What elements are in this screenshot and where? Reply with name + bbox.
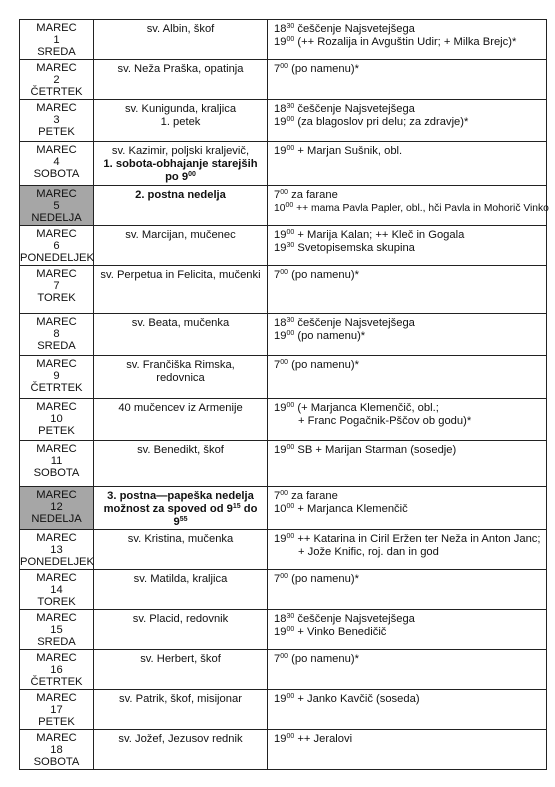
day-number: 2 xyxy=(53,74,60,86)
mass-intentions-cell xyxy=(268,440,547,486)
time-minutes: 00 xyxy=(286,693,295,701)
mass-intentions-cell xyxy=(268,313,547,355)
intention-text: (po namenu)* xyxy=(288,653,359,666)
mass-line xyxy=(274,145,542,158)
time-hour: 18 xyxy=(274,103,287,115)
intention-text: + Marija Kalan; ++ Kleč in Gogala xyxy=(294,228,465,241)
mass-line xyxy=(274,444,542,457)
saint-cell xyxy=(94,100,268,142)
day-cell xyxy=(20,690,94,730)
weekday-label: ČETRTEK xyxy=(30,381,83,394)
time-hour: 19 xyxy=(274,241,287,254)
weekday-label: SOBOTA xyxy=(33,756,80,769)
mass-intentions-cell xyxy=(268,650,547,690)
intention-text: (po namenu)* xyxy=(294,329,366,342)
saint-line xyxy=(98,145,263,158)
saint-cell xyxy=(94,730,268,770)
time-hour: 19 xyxy=(274,693,287,706)
saint-cell xyxy=(94,690,268,730)
weekday-label: PETEK xyxy=(38,716,75,729)
mass-intentions-cell xyxy=(268,398,547,440)
time-hour: 18 xyxy=(274,613,287,626)
mass-intentions-cell xyxy=(268,690,547,730)
saint-text: sv. Perpetua in Felicita, mučenki xyxy=(100,268,261,281)
day-number: 5 xyxy=(53,199,60,212)
time-hour: 10 xyxy=(274,502,287,515)
day-cell xyxy=(20,610,94,650)
intention-text: češčenje Najsvetejšega xyxy=(294,316,415,329)
schedule-body xyxy=(20,20,547,770)
intention-text: ++ mama Pavla Papler, obl., hči Pavla in Mohorič Vinko xyxy=(293,202,549,214)
mass-intentions-cell xyxy=(268,570,547,610)
mass-line xyxy=(274,573,542,586)
mass-intentions-cell xyxy=(268,225,547,265)
saint-text: sv. Herbert, škof xyxy=(140,653,221,666)
saint-text: sv. Jožef, Jezusov rednik xyxy=(118,733,243,746)
saint-cell xyxy=(94,440,268,486)
day-cell xyxy=(20,225,94,265)
saint-cell xyxy=(94,313,268,355)
schedule-row xyxy=(20,60,547,100)
mass-line xyxy=(274,201,549,215)
time-minutes: 00 xyxy=(286,502,295,510)
day-number: 7 xyxy=(53,279,60,292)
saint-cell xyxy=(94,610,268,650)
mass-line xyxy=(274,103,542,116)
mass-intentions-cell xyxy=(268,530,547,570)
time-minutes: 00 xyxy=(286,626,295,634)
schedule-row xyxy=(20,530,547,570)
saint-line xyxy=(98,269,263,282)
intention-text: (++ Rozalija in Avguštin Udir; + Milka Brejc)* xyxy=(294,36,517,49)
intention-text: češčenje Najsvetejšega xyxy=(294,23,415,35)
time-hour: 19 xyxy=(274,145,287,157)
day-number: 18 xyxy=(50,744,63,757)
mass-line xyxy=(274,23,542,36)
time-hour: 19 xyxy=(274,733,287,746)
saint-cell xyxy=(94,185,268,225)
time-hour: 18 xyxy=(274,23,287,35)
saint-text: sv. Patrik, škof, misijonar xyxy=(119,693,242,706)
mass-line xyxy=(274,36,542,49)
mass-line xyxy=(274,189,542,202)
weekday-label: NEDELJA xyxy=(31,211,82,224)
time-minutes: 30 xyxy=(286,23,295,30)
time-minutes: 00 xyxy=(280,188,289,196)
month-label: MAREC xyxy=(36,488,77,501)
saint-text: sv. Benedikt, škof xyxy=(137,443,224,456)
day-number: 10 xyxy=(50,412,63,425)
day-number: 17 xyxy=(50,704,63,717)
time-hour: 10 xyxy=(274,202,286,214)
mass-line xyxy=(274,359,542,372)
saint-line xyxy=(98,229,263,242)
weekday-label: SREDA xyxy=(37,339,76,352)
day-number: 15 xyxy=(50,624,63,637)
day-cell xyxy=(20,730,94,770)
weekday-label: SREDA xyxy=(37,46,76,58)
month-label: MAREC xyxy=(36,732,77,745)
saint-line xyxy=(98,372,263,385)
day-number: 3 xyxy=(53,114,60,126)
mass-intentions-cell xyxy=(268,355,547,398)
day-number: 9 xyxy=(53,369,60,382)
time-minutes: 00 xyxy=(286,228,295,236)
month-label: MAREC xyxy=(36,652,77,665)
mass-schedule-table xyxy=(19,19,547,770)
time-hour: 19 xyxy=(274,329,287,342)
day-number: 16 xyxy=(50,664,63,677)
mass-line xyxy=(274,229,542,242)
time-minutes: 00 xyxy=(286,329,295,337)
weekday-label: PETEK xyxy=(38,424,75,437)
day-number: 13 xyxy=(50,544,63,557)
weekday-label: PETEK xyxy=(38,126,75,138)
mass-intentions-cell xyxy=(268,185,547,225)
schedule-row xyxy=(20,185,547,225)
weekday-label: TOREK xyxy=(37,596,76,609)
saint-line xyxy=(98,189,263,202)
mass-intentions-cell xyxy=(268,142,547,186)
mass-line xyxy=(274,533,542,546)
month-label: MAREC xyxy=(36,315,77,328)
time-minutes: 00 xyxy=(286,36,295,44)
weekday-label: TOREK xyxy=(37,291,76,304)
time-hour: 7 xyxy=(274,188,281,201)
schedule-row xyxy=(20,610,547,650)
day-number: 4 xyxy=(53,156,60,168)
mass-intentions-cell xyxy=(268,60,547,100)
time-minutes: 00 xyxy=(286,443,295,451)
saint-text: sv. Beata, mučenka xyxy=(131,316,230,329)
mass-line xyxy=(274,116,542,129)
saint-cell xyxy=(94,570,268,610)
mass-intentions-cell xyxy=(268,610,547,650)
month-label: MAREC xyxy=(36,442,77,455)
schedule-row xyxy=(20,355,547,398)
saint-line xyxy=(98,63,263,76)
saint-text: 1. sobota-obhajanje starejših po 9 xyxy=(103,158,258,184)
saint-cell xyxy=(94,20,268,60)
saint-text: sv. Kristina, mučenka xyxy=(127,533,234,546)
saint-cell xyxy=(94,265,268,313)
intention-text: ++ Jeralovi xyxy=(294,733,353,746)
schedule-row xyxy=(20,650,547,690)
time-hour: 7 xyxy=(274,358,281,371)
intention-text: + Vinko Benedičič xyxy=(294,626,387,639)
time-minutes: 00 xyxy=(280,573,289,581)
time-minutes: 00 xyxy=(286,116,295,124)
time-minutes: 30 xyxy=(286,316,295,324)
day-cell xyxy=(20,100,94,142)
day-cell xyxy=(20,650,94,690)
saint-line xyxy=(98,158,263,184)
intention-text: + Franc Pogačnik-Pščov ob godu)* xyxy=(298,414,472,427)
saint-line xyxy=(98,503,263,529)
mass-line xyxy=(274,63,542,76)
day-number: 1 xyxy=(53,34,60,46)
time-minutes: 30 xyxy=(286,241,295,249)
mass-line xyxy=(274,330,542,343)
time-minutes: 00 xyxy=(280,653,289,661)
saint-line xyxy=(98,317,263,330)
mass-intentions-cell xyxy=(268,265,547,313)
saint-line xyxy=(98,693,263,706)
time-minutes: 00 xyxy=(286,533,295,541)
day-cell xyxy=(20,185,94,225)
saint-line xyxy=(98,23,263,36)
mass-line xyxy=(274,490,542,503)
weekday-label: ČETRTEK xyxy=(30,676,83,689)
month-label: MAREC xyxy=(36,532,77,545)
intention-text: (po namenu)* xyxy=(288,358,359,371)
mass-line xyxy=(274,415,542,428)
saint-text: 3. postna—papeška nedelja xyxy=(107,489,254,502)
day-cell xyxy=(20,530,94,570)
schedule-row xyxy=(20,486,547,530)
time-hour: 19 xyxy=(274,36,287,49)
schedule-row xyxy=(20,142,547,186)
day-cell xyxy=(20,486,94,530)
time-minutes: 55 xyxy=(179,516,188,524)
intention-text: SB + Marijan Starman (sosedje) xyxy=(294,443,457,456)
time-hour: 7 xyxy=(274,573,281,586)
saint-text: 40 mučencev iz Armenije xyxy=(118,401,243,414)
saint-line xyxy=(98,444,263,457)
time-hour: 18 xyxy=(274,316,287,329)
weekday-label: PONEDELJEK xyxy=(20,556,94,569)
saint-text: 2. postna nedelja xyxy=(135,188,226,201)
month-label: MAREC xyxy=(36,187,77,200)
saint-line xyxy=(98,653,263,666)
mass-intentions-cell xyxy=(268,730,547,770)
saint-text: možnost za spoved od 9 xyxy=(103,502,233,515)
time-hour: 7 xyxy=(274,489,281,502)
saint-line xyxy=(98,573,263,586)
day-cell xyxy=(20,313,94,355)
time-minutes: 30 xyxy=(286,103,295,110)
day-number: 11 xyxy=(50,454,63,467)
day-cell xyxy=(20,60,94,100)
time-hour: 19 xyxy=(274,228,287,241)
month-label: MAREC xyxy=(36,267,77,280)
saint-cell xyxy=(94,355,268,398)
saint-line xyxy=(98,613,263,626)
day-cell xyxy=(20,265,94,313)
month-label: MAREC xyxy=(36,62,77,74)
saint-text: sv. Matilda, kraljica xyxy=(133,573,228,586)
weekday-label: SOBOTA xyxy=(33,168,80,180)
intention-text: (po namenu)* xyxy=(288,268,359,281)
saint-cell xyxy=(94,60,268,100)
time-minutes: 00 xyxy=(280,358,289,366)
saint-cell xyxy=(94,650,268,690)
intention-text: (po namenu)* xyxy=(288,573,359,586)
day-number: 6 xyxy=(53,239,60,252)
saint-line xyxy=(98,402,263,415)
saint-cell xyxy=(94,530,268,570)
time-hour: 19 xyxy=(274,533,287,546)
intention-text: Svetopisemska skupina xyxy=(294,241,415,254)
saint-text: sv. Marcijan, mučenec xyxy=(125,228,236,241)
mass-line xyxy=(274,503,542,516)
mass-line xyxy=(274,242,542,255)
month-label: MAREC xyxy=(36,102,77,114)
day-cell xyxy=(20,355,94,398)
saint-cell xyxy=(94,225,268,265)
day-number: 12 xyxy=(50,500,63,513)
intention-text: + Marjan Sušnik, obl. xyxy=(294,145,403,157)
month-label: MAREC xyxy=(36,400,77,413)
intention-text: + Janko Kavčič (soseda) xyxy=(294,693,420,706)
intention-text: ++ Katarina in Ciril Eržen ter Neža in Anton Janc; xyxy=(294,533,541,546)
schedule-row xyxy=(20,313,547,355)
time-hour: 19 xyxy=(274,401,287,414)
time-minutes: 15 xyxy=(232,502,241,510)
time-hour: 7 xyxy=(274,63,281,75)
schedule-row xyxy=(20,398,547,440)
saint-text: 1. petek xyxy=(160,116,201,129)
intention-text: (po namenu)* xyxy=(288,63,359,75)
weekday-label: ČETRTEK xyxy=(30,86,83,98)
intention-text: + Marjanca Klemenčič xyxy=(294,502,408,515)
time-minutes: 00 xyxy=(280,268,289,276)
intention-text: (+ Marjanca Klemenčič, obl.; xyxy=(294,401,439,414)
month-label: MAREC xyxy=(36,227,77,240)
weekday-label: NEDELJA xyxy=(31,512,82,525)
schedule-row xyxy=(20,20,547,60)
saint-cell xyxy=(94,486,268,530)
schedule-row xyxy=(20,225,547,265)
saint-text: sv. Kunigunda, kraljica xyxy=(124,103,237,115)
time-hour: 19 xyxy=(274,116,287,129)
mass-line xyxy=(274,653,542,666)
time-hour: 19 xyxy=(274,626,287,639)
time-minutes: 30 xyxy=(286,613,295,621)
saint-line xyxy=(98,116,263,129)
time-hour: 19 xyxy=(274,443,287,456)
month-label: MAREC xyxy=(36,22,77,34)
month-label: MAREC xyxy=(36,692,77,705)
intention-text: za farane xyxy=(288,489,338,502)
saint-text: sv. Placid, redovnik xyxy=(132,613,229,626)
time-minutes: 00 xyxy=(286,145,295,152)
intention-text: za farane xyxy=(288,188,338,201)
time-minutes: 00 xyxy=(285,201,294,209)
day-cell xyxy=(20,142,94,186)
saint-line xyxy=(98,533,263,546)
saint-line xyxy=(98,733,263,746)
time-minutes: 00 xyxy=(280,63,289,70)
intention-text: + Jože Knific, roj. dan in god xyxy=(298,546,439,559)
mass-intentions-cell xyxy=(268,486,547,530)
mass-line xyxy=(274,546,542,559)
intention-text: češčenje Najsvetejšega xyxy=(294,613,415,626)
schedule-row xyxy=(20,265,547,313)
schedule-row xyxy=(20,100,547,142)
month-label: MAREC xyxy=(36,572,77,585)
saint-line xyxy=(98,359,263,372)
time-minutes: 00 xyxy=(280,489,289,497)
day-cell xyxy=(20,440,94,486)
time-minutes: 00 xyxy=(188,171,196,179)
saint-text: sv. Neža Praška, opatinja xyxy=(117,63,244,75)
schedule-row xyxy=(20,690,547,730)
month-label: MAREC xyxy=(36,144,77,156)
day-cell xyxy=(20,20,94,60)
mass-intentions-cell xyxy=(268,100,547,142)
schedule-row xyxy=(20,570,547,610)
mass-line xyxy=(274,693,542,706)
time-minutes: 00 xyxy=(286,401,295,409)
mass-line xyxy=(274,317,542,330)
schedule-row xyxy=(20,730,547,770)
saint-text: sv. Albin, škof xyxy=(146,23,215,35)
day-cell xyxy=(20,570,94,610)
saint-text-after: do 9 xyxy=(173,502,258,529)
mass-line xyxy=(274,402,542,415)
time-hour: 7 xyxy=(274,268,281,281)
time-minutes: 00 xyxy=(286,733,295,741)
saint-line xyxy=(98,103,263,116)
saint-cell xyxy=(94,142,268,186)
weekday-label: SREDA xyxy=(37,636,76,649)
saint-line xyxy=(98,490,263,503)
mass-line xyxy=(274,733,542,746)
saint-text: sv. Kazimir, poljski kraljevič, xyxy=(111,145,250,157)
mass-line xyxy=(274,613,542,626)
month-label: MAREC xyxy=(36,612,77,625)
time-hour: 7 xyxy=(274,653,281,666)
weekday-label: SOBOTA xyxy=(33,466,80,479)
mass-line xyxy=(274,269,542,282)
mass-intentions-cell xyxy=(268,20,547,60)
month-label: MAREC xyxy=(36,357,77,370)
weekday-label: PONEDELJEK xyxy=(20,251,94,264)
day-number: 14 xyxy=(50,584,63,597)
schedule-row xyxy=(20,440,547,486)
saint-text: redovnica xyxy=(156,371,205,384)
saint-text: sv. Frančiška Rimska, xyxy=(126,358,235,371)
day-cell xyxy=(20,398,94,440)
saint-cell xyxy=(94,398,268,440)
intention-text: češčenje Najsvetejšega xyxy=(294,103,415,115)
mass-line xyxy=(274,626,542,639)
day-number: 8 xyxy=(53,327,60,340)
intention-text: (za blagoslov pri delu; za zdravje)* xyxy=(294,116,469,129)
